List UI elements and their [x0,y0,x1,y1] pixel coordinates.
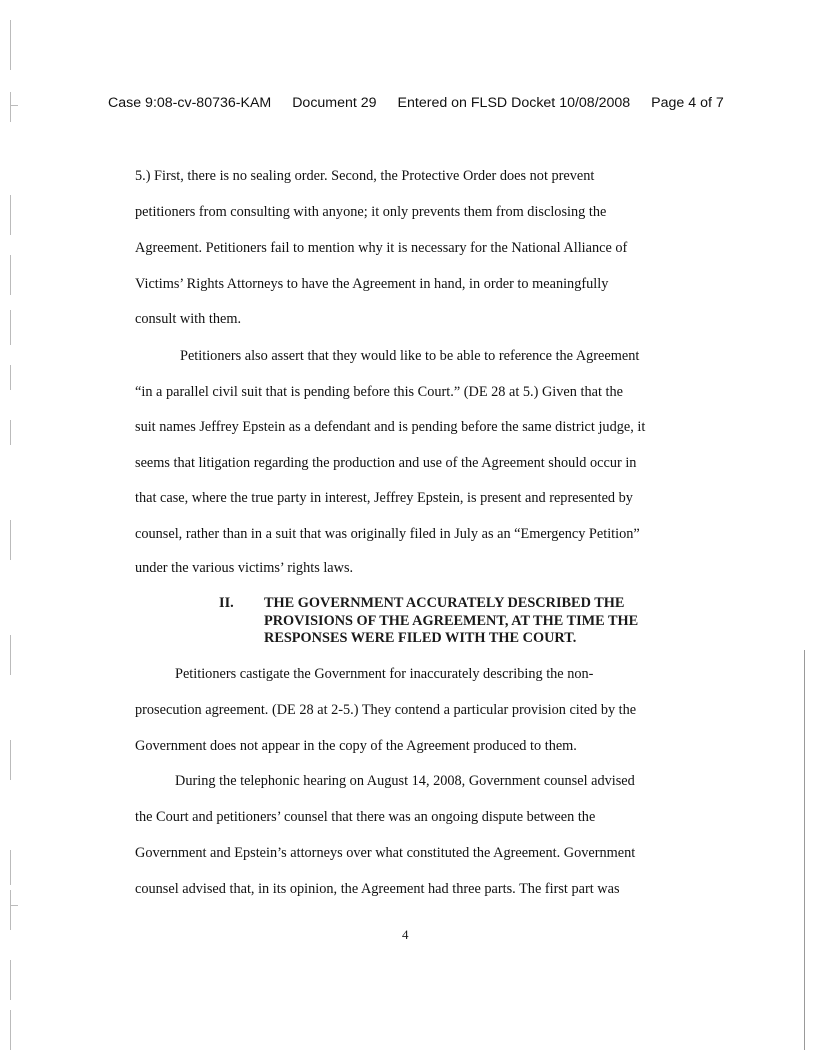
document-number: Document 29 [292,95,377,111]
body-line: “in a parallel civil suit that is pending before this Court.” (DE 28 at 5.) Given that the [135,384,623,400]
body-line: 5.) First, there is no sealing order. Second, the Protective Order does not prevent [135,168,595,184]
body-line: suit names Jeffrey Epstein as a defendant and is pending before the same district judge, it [135,419,646,435]
body-line: prosecution agreement. (DE 28 at 2-5.) They contend a particular provision cited by the [135,702,637,718]
section-heading-line: THE GOVERNMENT ACCURATELY DESCRIBED THE [264,595,625,611]
body-line: Agreement. Petitioners fail to mention why it is necessary for the National Alliance of [135,240,628,256]
scan-artifact [10,420,11,445]
body-line: seems that litigation regarding the production and use of the Agreement should occur in [135,455,637,471]
scan-artifact [10,890,11,930]
scan-artifact [10,905,18,906]
docket-header [108,95,748,111]
body-line: under the various victims’ rights laws. [135,560,354,576]
page-number: 4 [402,927,409,942]
scan-artifact [804,650,805,1050]
scan-artifact [10,105,18,106]
scan-artifact [10,520,11,560]
body-line: the Court and petitioners’ counsel that there was an ongoing dispute between the [135,809,596,825]
page-indicator: Page 4 of 7 [651,95,724,111]
body-line: counsel, rather than in a suit that was originally filed in July as an “Emergency Petition” [135,526,640,542]
body-line: Petitioners castigate the Government for inaccurately describing the non- [175,666,594,682]
body-line: petitioners from consulting with anyone; it only prevents them from disclosing the [135,204,607,220]
body-line: Petitioners also assert that they would like to be able to reference the Agreement [180,348,640,364]
body-line: consult with them. [135,311,242,327]
scan-artifact [10,20,11,70]
section-number: II. [219,595,234,611]
body-line: counsel advised that, in its opinion, the Agreement had three parts. The first part was [135,881,620,897]
body-line: Government does not appear in the copy of the Agreement produced to them. [135,738,577,754]
scan-artifact [10,255,11,295]
scan-artifact [10,92,11,122]
scan-artifact [10,960,11,1000]
scan-artifact [10,1010,11,1050]
case-number: Case 9:08-cv-80736-KAM [108,95,272,111]
scan-artifact [10,635,11,675]
scan-artifact [10,850,11,885]
entered-date: Entered on FLSD Docket 10/08/2008 [397,95,631,111]
section-heading-line: RESPONSES WERE FILED WITH THE COURT. [264,630,577,646]
scan-artifact [10,740,11,780]
section-heading-line: PROVISIONS OF THE AGREEMENT, AT THE TIME THE [264,613,639,629]
body-line: Government and Epstein’s attorneys over what constituted the Agreement. Government [135,845,636,861]
body-line: that case, where the true party in interest, Jeffrey Epstein, is present and represented by [135,490,633,506]
scan-artifact [10,195,11,235]
scan-artifact [10,365,11,390]
body-line: During the telephonic hearing on August 14, 2008, Government counsel advised [175,773,635,789]
scan-artifact [10,310,11,345]
body-line: Victims’ Rights Attorneys to have the Agreement in hand, in order to meaningfully [135,276,609,292]
